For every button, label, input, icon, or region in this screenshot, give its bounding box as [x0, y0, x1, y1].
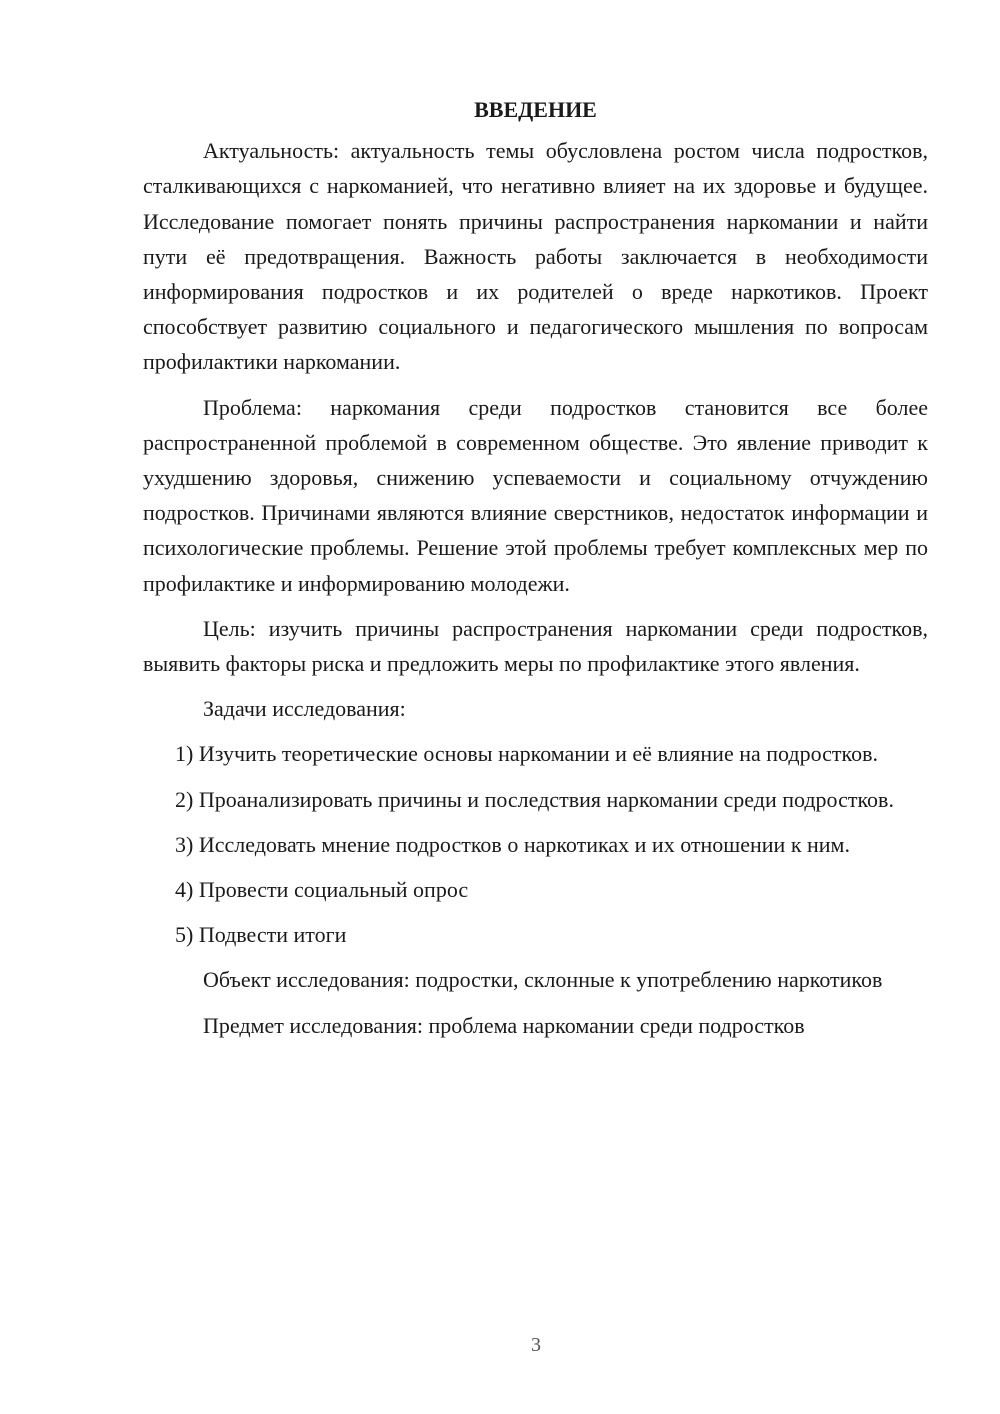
paragraph-problem: Проблема: наркомания среди подростков становится все более распространенной проблемой в современном обществе. Это явление приводит к ухудшению здоровья, снижению успеваемости и социальному отчуждению подростков. Причинами являются влияние сверстников, недостаток информации и психологические проблемы. Решение этой проблемы требует комплексных мер по профилактике и информированию молодежи.: [143, 394, 928, 596]
paragraph-actuality: Актуальность: актуальность темы обусловлена ростом числа подростков, сталкивающихся с наркоманией, что негативно влияет на их здоровье и будущее. Исследование помогает понять причины распространения наркомании и найти пути её предотвращения. Важность работы заключается в необходимости информирования подростков и их родителей о вреде наркотиков. Проект способствует развитию социального и педагогического мышления по вопросам профилактики наркомании.: [143, 138, 928, 375]
task-item-3: 3) Исследовать мнение подростков о наркотиках и их отношении к ним.: [175, 831, 850, 857]
task-item-2: 2) Проанализировать причины и последствия наркомании среди подростков.: [175, 786, 894, 812]
paragraph-subject: Предмет исследования: проблема наркомании среди подростков: [203, 1012, 805, 1038]
task-item-1: 1) Изучить теоретические основы наркомании и её влияние на подростков.: [175, 741, 878, 767]
paragraph-goal: Цель: изучить причины распространения наркомании среди подростков, выявить факторы риска и предложить меры по профилактике этого явления.: [143, 615, 928, 677]
task-item-5: 5) Подвести итоги: [175, 922, 347, 948]
document-page: [143, 92, 928, 1053]
task-item-4: 4) Провести социальный опрос: [175, 877, 469, 903]
document-title: ВВЕДЕНИЕ: [474, 97, 597, 122]
tasks-heading: Задачи исследования:: [203, 696, 406, 722]
paragraph-object: Объект исследования: подростки, склонные к употреблению наркотиков: [203, 967, 883, 993]
page-number: 3: [531, 1334, 541, 1356]
